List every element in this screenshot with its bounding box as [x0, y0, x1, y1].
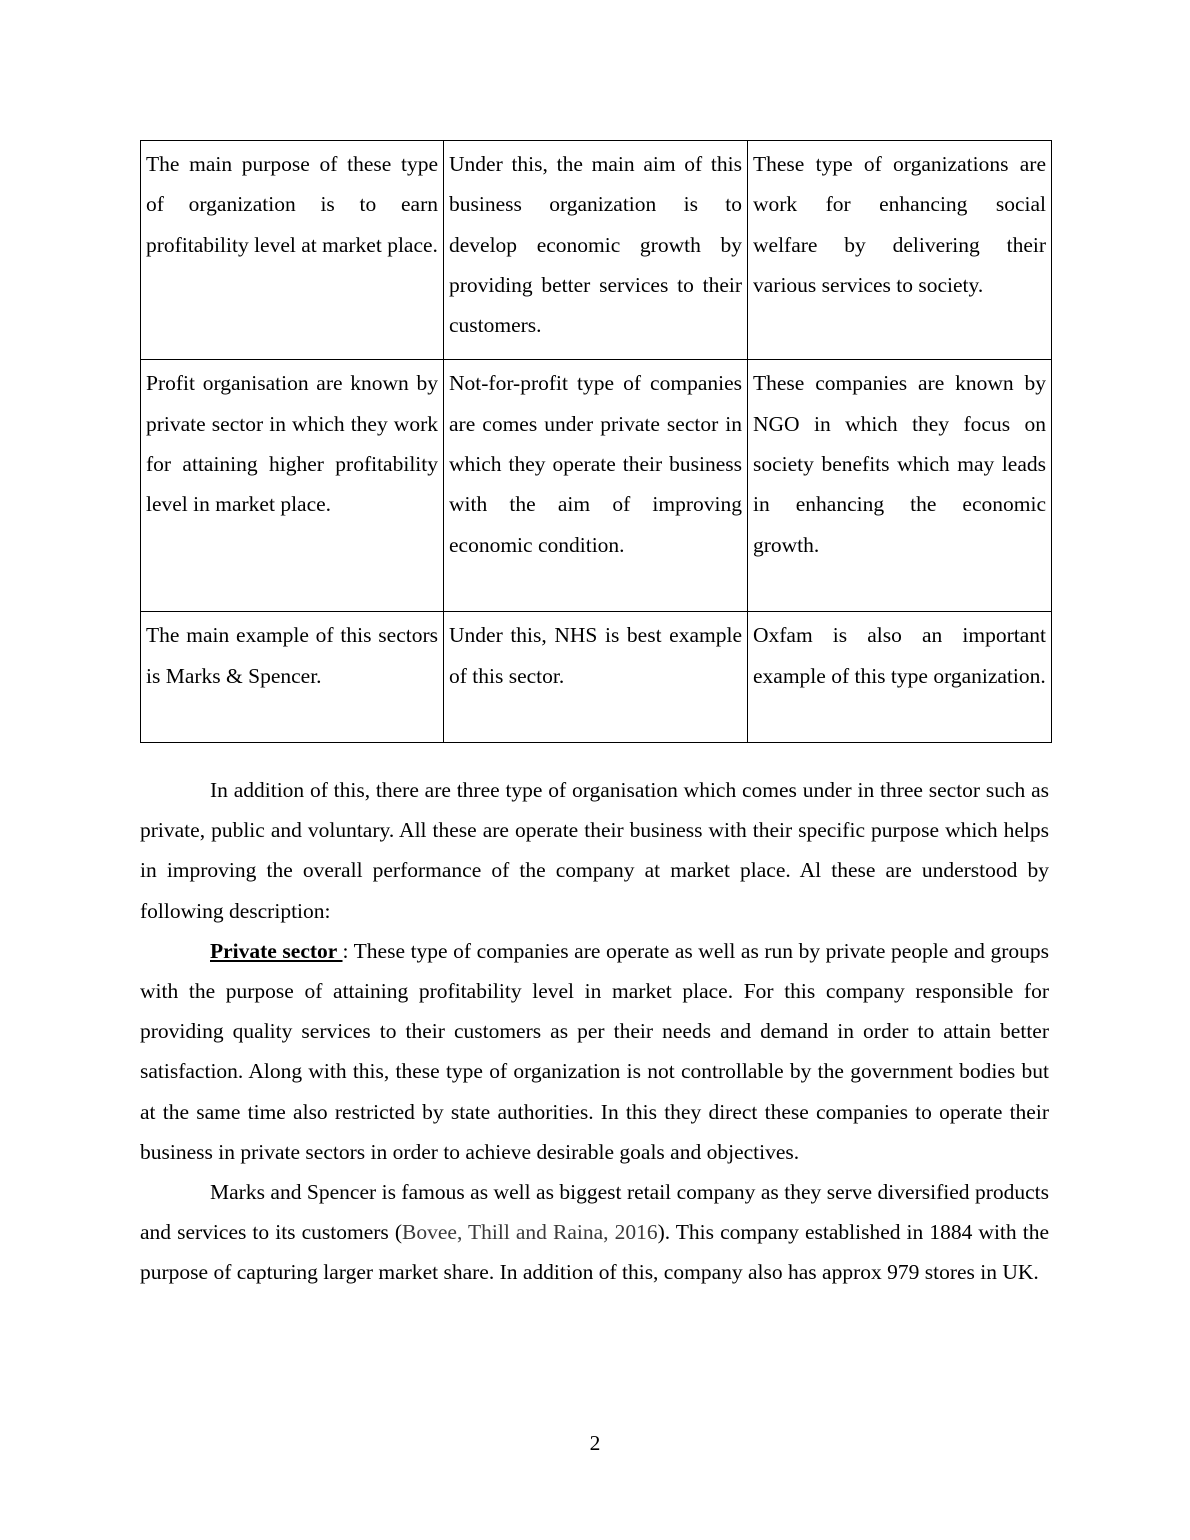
marks-spencer-paragraph — [140, 1172, 1049, 1293]
table-cell: The main example of this sectors is Marks & Spencer. — [141, 612, 444, 743]
table-cell: Under this, NHS is best example of this sector. — [444, 612, 748, 743]
private-sector-heading: Private sector — [210, 938, 343, 963]
marks-spencer-text-start: Marks and Spencer is famous as well as biggest retail company as they serve diversified products and services to its customers ( — [140, 1180, 1049, 1245]
private-sector-paragraph — [140, 931, 1049, 1172]
table-row — [141, 360, 1052, 612]
table-cell: Not-for-profit type of companies are comes under private sector in which they operate their business with the aim of improving economic condition. — [444, 360, 748, 612]
table-row — [141, 141, 1052, 360]
intro-paragraph: In addition of this, there are three type of organisation which comes under in three sector such as private, public and voluntary. All these are operate their business with their specific purpose which helps in improving the overall performance of the company at market place. Al these are understood by following description: — [140, 778, 1049, 923]
table-cell: Under this, the main aim of this business organization is to develop economic growth by providing better services to their customers. — [444, 141, 748, 360]
table-row — [141, 612, 1052, 743]
marks-spencer-text-end: ). This company established in 1884 with the purpose of capturing larger market share. In addition of this, company also has approx 979 stores in UK. — [140, 1220, 1049, 1285]
table-cell: The main purpose of these type of organization is to earn profitability level at market place. — [141, 141, 444, 360]
table-cell: These companies are known by NGO in which they focus on society benefits which may leads in enhancing the economic growth. — [748, 360, 1052, 612]
private-sector-text: : These type of companies are operate as well as run by private people and groups with the purpose of attaining profitability level in market place. For this company responsible for providing quality services to their customers as per their needs and demand in order to attain better satisfaction. Along with this, these type of organization is not controllable by the government bodies but at the same time also restricted by state authorities. In this they direct these companies to operate their business in private sectors in order to achieve desirable goals and objectives. — [140, 938, 1049, 1164]
table-cell: These type of organizations are work for enhancing social welfare by delivering their various services to society. — [748, 141, 1052, 360]
table-cell: Profit organisation are known by private sector in which they work for attaining higher profitability level in market place. — [141, 360, 444, 612]
comparison-table — [140, 140, 1052, 743]
page-number: 2 — [589, 1431, 601, 1455]
body-text — [140, 770, 1049, 1293]
citation-link[interactable]: Bovee, Thill and Raina, 2016 — [402, 1220, 658, 1245]
table-cell: Oxfam is also an important example of this type organization. — [748, 612, 1052, 743]
